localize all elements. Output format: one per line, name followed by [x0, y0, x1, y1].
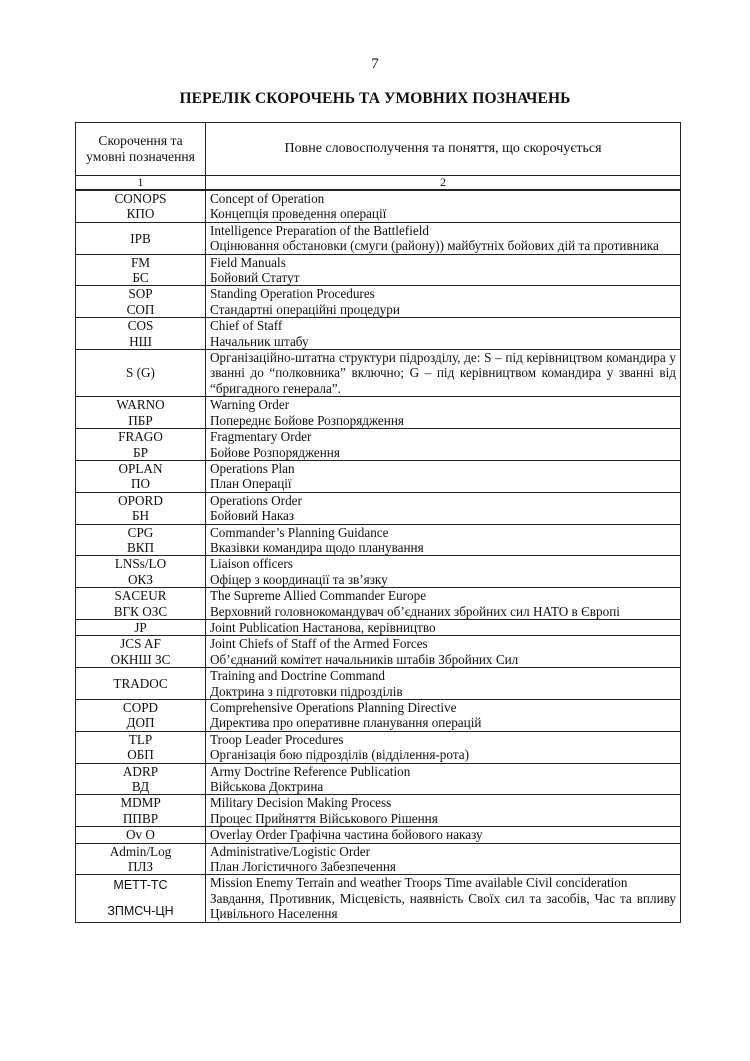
table-row [76, 731, 681, 763]
table-row [76, 524, 681, 556]
definition-text: План Операції [210, 476, 292, 492]
definition-text: Comprehensive Operations Planning Directive [210, 700, 457, 715]
abbreviation-cell [76, 524, 206, 556]
abbreviation-cell [76, 190, 206, 222]
abbreviation-text: SOP [128, 286, 153, 302]
definition-cell [206, 731, 681, 763]
abbreviation-text: OPLAN [118, 460, 163, 476]
definition-cell [206, 700, 681, 732]
definition-text: Training and Doctrine Command [210, 668, 385, 684]
abbreviation-cell [76, 588, 206, 620]
definition-text: Commander’s Planning Guidance [210, 524, 389, 540]
abbreviation-text: ДОП [126, 715, 155, 731]
table-row [76, 286, 681, 318]
definition-cell [206, 668, 681, 700]
definition-cell [206, 254, 681, 286]
table-row [76, 827, 681, 843]
abbreviation-text: CONOPS [114, 191, 167, 206]
abbreviation-cell [76, 668, 206, 700]
table-row [76, 350, 681, 397]
table-row [76, 492, 681, 524]
abbreviation-text: S (G) [126, 365, 155, 381]
abbreviation-cell [76, 318, 206, 350]
definition-cell [206, 429, 681, 461]
table-row [76, 556, 681, 588]
definition-text: Оцінювання обстановки (смуги (району)) майбутніх бойових дій та противника [210, 238, 659, 254]
definition-text: Mission Enemy Terrain and weather Troops Time available Civil concideration [210, 875, 628, 891]
definition-text: Доктрина з підготовки підрозділів [210, 683, 403, 699]
definition-cell [206, 875, 681, 922]
definition-text: Chief of Staff [210, 318, 283, 334]
definition-cell [206, 588, 681, 620]
definition-text: Концепція проведення операції [210, 206, 387, 222]
table-row [76, 222, 681, 254]
table-row [76, 429, 681, 461]
table-row [76, 190, 681, 222]
abbreviation-text: ПО [130, 476, 151, 492]
definition-text: План Логістичного Забезпечення [210, 859, 396, 875]
abbreviation-cell [76, 254, 206, 286]
definition-text: Організація бою підрозділів (відділення-рота) [210, 747, 469, 763]
abbreviation-text: TLP [128, 731, 153, 747]
definition-text: Попереднє Бойове Розпорядження [210, 412, 404, 428]
definition-text: Військова Доктрина [210, 779, 324, 795]
abbreviation-cell [76, 795, 206, 827]
definition-text: Standing Operation Procedures [210, 286, 375, 302]
abbreviation-text: ADRP [122, 763, 159, 779]
abbreviation-cell [76, 460, 206, 492]
table-row [76, 460, 681, 492]
definition-text: Fragmentary Order [210, 429, 312, 445]
definition-cell [206, 795, 681, 827]
definition-cell [206, 318, 681, 350]
table-row [76, 636, 681, 668]
definition-text: Бойовий Статут [210, 270, 300, 286]
abbreviations-table [75, 122, 681, 923]
definition-cell [206, 619, 681, 635]
abbreviation-text: ВГК ОЗС [113, 603, 168, 619]
definition-cell [206, 524, 681, 556]
definition-text: Начальник штабу [210, 333, 309, 349]
definition-text: Бойове Розпорядження [210, 444, 340, 460]
definition-cell [206, 460, 681, 492]
definition-cell [206, 286, 681, 318]
definition-text: Стандартні операційні процедури [210, 301, 400, 317]
abbreviation-cell [76, 875, 206, 922]
definition-text: Operations Plan [210, 460, 295, 476]
abbreviation-text: WARNO [116, 397, 165, 413]
definition-text: Troop Leader Procedures [210, 731, 344, 747]
abbreviation-text: CPG [127, 524, 154, 540]
table-row [76, 318, 681, 350]
definition-text: Завдання, Противник, Місцевість, наявність Своїх сил та засобів, Час та впливу Цивільного Населення [210, 890, 676, 922]
table-row [76, 700, 681, 732]
header-abbreviation: Скорочення та умовні позначення [76, 123, 206, 176]
abbreviation-cell [76, 827, 206, 843]
abbreviation-cell [76, 731, 206, 763]
definition-text: Military Decision Making Process [210, 795, 392, 811]
table-row [76, 588, 681, 620]
abbreviation-text: LNSs/LO [114, 556, 167, 572]
table-header-row [76, 123, 681, 176]
abbreviation-text: COS [127, 318, 154, 334]
definition-text: The Supreme Allied Commander Europe [210, 588, 427, 604]
definition-text: Overlay Order Графічна частина бойового наказу [210, 827, 483, 843]
definition-cell [206, 843, 681, 875]
abbreviation-cell [76, 636, 206, 668]
definition-text: Процес Прийняття Військового Рішення [210, 810, 438, 826]
abbreviation-text: ЗПМСЧ-ЦН [107, 903, 174, 918]
definition-text: Operations Order [210, 492, 302, 508]
definition-text: Об’єднаний комітет начальників штабів Збройних Сил [210, 651, 519, 667]
column-number-2: 2 [206, 176, 681, 191]
abbreviation-text: OPORD [118, 492, 163, 508]
definition-cell [206, 492, 681, 524]
definition-cell [206, 190, 681, 222]
abbreviation-text: Admin/Log [109, 843, 172, 859]
abbreviation-text: ППВР [122, 810, 159, 826]
abbreviation-text: БН [131, 508, 150, 524]
definition-text: Організаційно-штатна структури підрозділу, де: S – під керівництвом командира у званні до “полковника” включно; G – під керівництвом командира у званні від “бригадного генерала”. [210, 350, 676, 396]
abbreviation-text: FM [130, 254, 151, 270]
definition-text: Liaison officers [210, 556, 293, 572]
table-row [76, 619, 681, 635]
abbreviation-cell [76, 700, 206, 732]
abbreviation-text: ПБР [128, 412, 153, 428]
definition-text: Concept of Operation [210, 191, 325, 206]
abbreviation-cell [76, 350, 206, 397]
abbreviation-text: НШ [129, 333, 152, 349]
abbreviation-text: СОП [126, 301, 155, 317]
definition-cell [206, 397, 681, 429]
page-number: 7 [371, 56, 379, 72]
abbreviation-text: MDMP [120, 795, 161, 811]
abbreviation-cell [76, 397, 206, 429]
abbreviation-text: IPB [130, 230, 151, 246]
table-row [76, 795, 681, 827]
table-row [76, 875, 681, 922]
column-number-1: 1 [76, 176, 206, 191]
abbreviation-cell [76, 286, 206, 318]
definition-text: Warning Order [210, 397, 290, 413]
abbreviation-text: ВКП [126, 539, 155, 555]
abbreviation-cell [76, 556, 206, 588]
abbreviation-cell [76, 222, 206, 254]
definition-text: Бойовий Наказ [210, 508, 295, 524]
definition-text: Intelligence Preparation of the Battlefield [210, 222, 429, 238]
definition-text: Верховний головнокомандувач об’єднаних збройних сил НАТО в Європі [210, 603, 620, 619]
document-title: ПЕРЕЛІК СКОРОЧЕНЬ ТА УМОВНИХ ПОЗНАЧЕНЬ [179, 90, 571, 107]
definition-cell [206, 556, 681, 588]
definition-cell [206, 827, 681, 843]
definition-text: Joint Chiefs of Staff of the Armed Forces [210, 636, 428, 652]
abbreviation-text: ПЛЗ [127, 859, 154, 875]
abbreviation-text: Ov O [126, 827, 155, 843]
definition-text: Army Doctrine Reference Publication [210, 763, 411, 779]
abbreviation-cell [76, 843, 206, 875]
abbreviation-cell [76, 492, 206, 524]
abbreviation-text: ВД [131, 779, 150, 795]
abbreviation-text: JP [134, 619, 147, 635]
abbreviation-text: FRAGO [118, 429, 163, 445]
abbreviation-text: ОКНШ ЗС [110, 651, 171, 667]
abbreviation-text: КПО [126, 206, 155, 222]
definition-text: Офіцер з координації та зв’язку [210, 571, 388, 587]
definition-cell [206, 763, 681, 795]
abbreviation-text: COPD [122, 700, 159, 715]
abbreviation-cell [76, 429, 206, 461]
abbreviation-cell [76, 763, 206, 795]
column-number-row [76, 176, 681, 191]
definition-text: Директива про оперативне планування операцій [210, 715, 482, 731]
definition-cell [206, 636, 681, 668]
table-row [76, 397, 681, 429]
abbreviation-text: SACEUR [114, 588, 167, 604]
definition-text: Field Manuals [210, 254, 286, 270]
table-body [76, 190, 681, 922]
abbreviation-text: БР [133, 444, 148, 460]
abbreviation-text: TRADOC [113, 675, 168, 691]
abbreviation-text: БС [132, 270, 149, 286]
abbreviation-cell [76, 619, 206, 635]
abbreviation-text: ОКЗ [128, 571, 153, 587]
definition-cell [206, 222, 681, 254]
abbreviation-text: JCS AF [120, 636, 161, 652]
definition-cell [206, 350, 681, 397]
definition-text: Administrative/Logistic Order [210, 843, 371, 859]
header-definition: Повне словосполучення та поняття, що скорочується [206, 123, 681, 176]
abbreviation-text: ОБП [127, 747, 154, 763]
definition-text: Вказівки командира щодо планування [210, 539, 424, 555]
table-row [76, 668, 681, 700]
abbreviation-text: METT-TC [113, 878, 168, 893]
definition-text: Joint Publication Настанова, керівництво [210, 619, 436, 635]
table-row [76, 843, 681, 875]
abbreviation-text [80, 894, 201, 904]
table-row [76, 254, 681, 286]
table-row [76, 763, 681, 795]
